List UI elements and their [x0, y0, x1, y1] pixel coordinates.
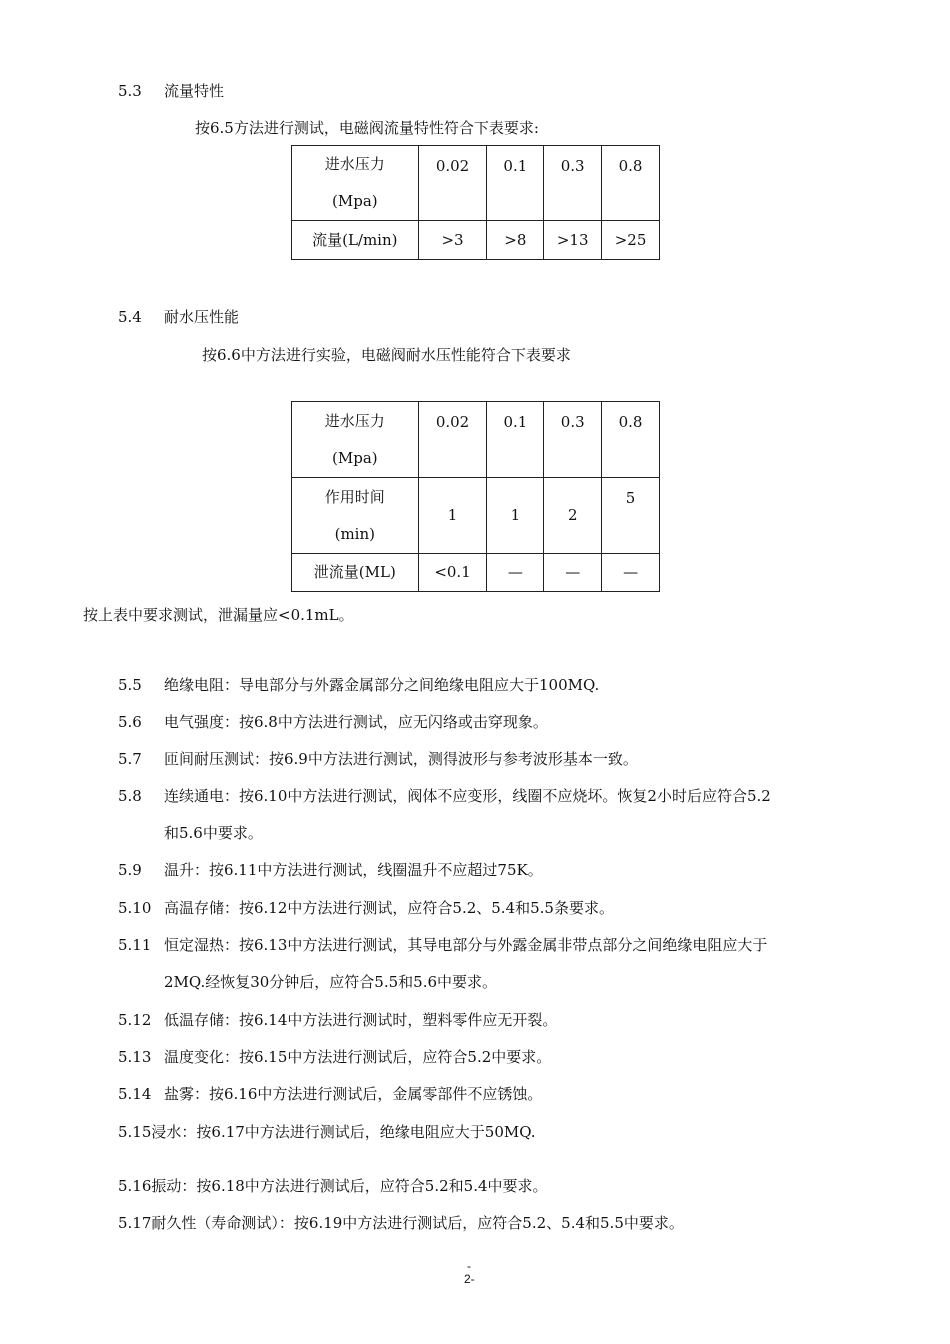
pressure-cell: 0.02 [418, 402, 487, 478]
flow-value-cell: >3 [418, 221, 487, 260]
clause-5-5 [118, 674, 599, 695]
clause-5-14 [118, 1083, 542, 1104]
clause-text: 绝缘电阻：导电部分与外露金属部分之间绝缘电阻应大于100MQ. [164, 676, 600, 694]
section-title: 流量特性 [164, 82, 225, 100]
leak-note: 按上表中要求测试，泄漏量应<0.1mL。 [83, 606, 354, 624]
clause-text: 连续通电：按6.10中方法进行测试，阀体不应变形，线圈不应烧坏。恢复2小时后应符合5.2 [164, 787, 771, 805]
section-5-3-intro: 按6.5方法进行测试，电磁阀流量特性符合下表要求: [195, 119, 539, 137]
pressure-cell: 0.3 [544, 146, 602, 221]
clause-text: 耐久性（寿命测试）：按6.19中方法进行测试后，应符合5.2、5.4和5.5中要求。 [151, 1214, 684, 1232]
clause-5-17 [118, 1212, 684, 1233]
clause-text: 浸水：按6.17中方法进行测试后，绝缘电阻应大于50MQ. [151, 1123, 536, 1141]
clause-text: 温升：按6.11中方法进行测试，线圈温升不应超过75K。 [164, 861, 543, 879]
clause-number: 5.13 [118, 1048, 152, 1066]
pressure-cell: 0.8 [602, 146, 660, 221]
duration-cell: 1 [487, 478, 544, 554]
leak-cell: — [544, 554, 602, 592]
section-number: 5.3 [118, 82, 142, 100]
section-title: 耐水压性能 [164, 308, 240, 326]
leak-cell: — [602, 554, 660, 592]
duration-cell: 5 [602, 478, 660, 554]
flow-value-cell: >13 [544, 221, 602, 260]
pressure-label: 进水压力 [324, 411, 385, 430]
clause-5-15 [118, 1121, 536, 1142]
clause-number: 5.7 [118, 750, 142, 768]
page-number: 2- [464, 1272, 475, 1286]
clause-5-13 [118, 1046, 551, 1067]
clause-5-8 [118, 785, 771, 806]
clause-text: 高温存储：按6.12中方法进行测试，应符合5.2、5.4和5.5条要求。 [164, 899, 614, 917]
water-pressure-table [291, 401, 660, 592]
clause-number: 5.11 [118, 936, 152, 954]
clause-number: 5.5 [118, 676, 142, 694]
clause-5-11 [118, 934, 767, 955]
pressure-header-cell [292, 146, 419, 221]
clause-text: 盐雾：按6.16中方法进行测试后，金属零部件不应锈蚀。 [164, 1085, 543, 1103]
pressure-cell: 0.3 [544, 402, 602, 478]
section-5-3-heading [118, 80, 224, 101]
leak-cell: — [487, 554, 544, 592]
clause-5-9 [118, 859, 543, 880]
clause-number: 5.12 [118, 1011, 152, 1029]
flow-value-cell: >25 [602, 221, 660, 260]
clause-number: 5.14 [118, 1085, 152, 1103]
clause-text: 温度变化：按6.15中方法进行测试后，应符合5.2中要求。 [164, 1048, 552, 1066]
clause-number: 5.8 [118, 787, 142, 805]
duration-header-cell [292, 478, 419, 554]
clause-text: 电气强度：按6.8中方法进行测试，应无闪络或击穿现象。 [164, 713, 548, 731]
footer-dash: - [467, 1259, 471, 1273]
clause-text: 恒定湿热：按6.13中方法进行测试，其导电部分与外露金属非带点部分之间绝缘电阻应大于 [164, 936, 768, 954]
pressure-unit: (Mpa) [332, 192, 378, 210]
clause-number: 5.17 [118, 1214, 152, 1232]
clause-5-7 [118, 748, 638, 769]
clause-5-8-continuation: 和5.6中要求。 [164, 824, 263, 842]
clause-number: 5.15 [118, 1123, 152, 1141]
clause-5-16 [118, 1175, 548, 1196]
clause-number: 5.9 [118, 861, 142, 879]
flow-characteristics-table [291, 145, 660, 260]
clause-number: 5.10 [118, 899, 152, 917]
clause-5-6 [118, 711, 548, 732]
flow-value-cell: >8 [487, 221, 544, 260]
clause-5-10 [118, 897, 614, 918]
duration-cell: 2 [544, 478, 602, 554]
clause-5-12 [118, 1009, 557, 1030]
leak-row-label: 泄流量(ML) [292, 554, 419, 592]
pressure-header-cell [292, 402, 419, 478]
pressure-unit: (Mpa) [332, 448, 378, 467]
section-number: 5.4 [118, 308, 142, 326]
clause-number: 5.16 [118, 1177, 152, 1195]
clause-text: 匝间耐压测试：按6.9中方法进行测试，测得波形与参考波形基本一致。 [164, 750, 638, 768]
pressure-cell: 0.1 [487, 402, 544, 478]
section-5-4-heading [118, 306, 239, 327]
clause-5-11-continuation: 2MQ.经恢复30分钟后，应符合5.5和5.6中要求。 [164, 973, 498, 991]
section-5-4-intro: 按6.6中方法进行实验，电磁阀耐水压性能符合下表要求 [202, 346, 571, 364]
pressure-label: 进水压力 [324, 155, 385, 173]
duration-label: 作用时间 [324, 487, 385, 506]
duration-unit: (min) [334, 524, 375, 543]
pressure-cell: 0.02 [418, 146, 487, 221]
pressure-cell: 0.1 [487, 146, 544, 221]
clause-text: 振动：按6.18中方法进行测试后，应符合5.2和5.4中要求。 [151, 1177, 548, 1195]
pressure-cell: 0.8 [602, 402, 660, 478]
clause-number: 5.6 [118, 713, 142, 731]
leak-cell: <0.1 [418, 554, 487, 592]
flow-row-label: 流量(L/min) [292, 221, 419, 260]
clause-text: 低温存储：按6.14中方法进行测试时，塑料零件应无开裂。 [164, 1011, 558, 1029]
duration-cell: 1 [418, 478, 487, 554]
